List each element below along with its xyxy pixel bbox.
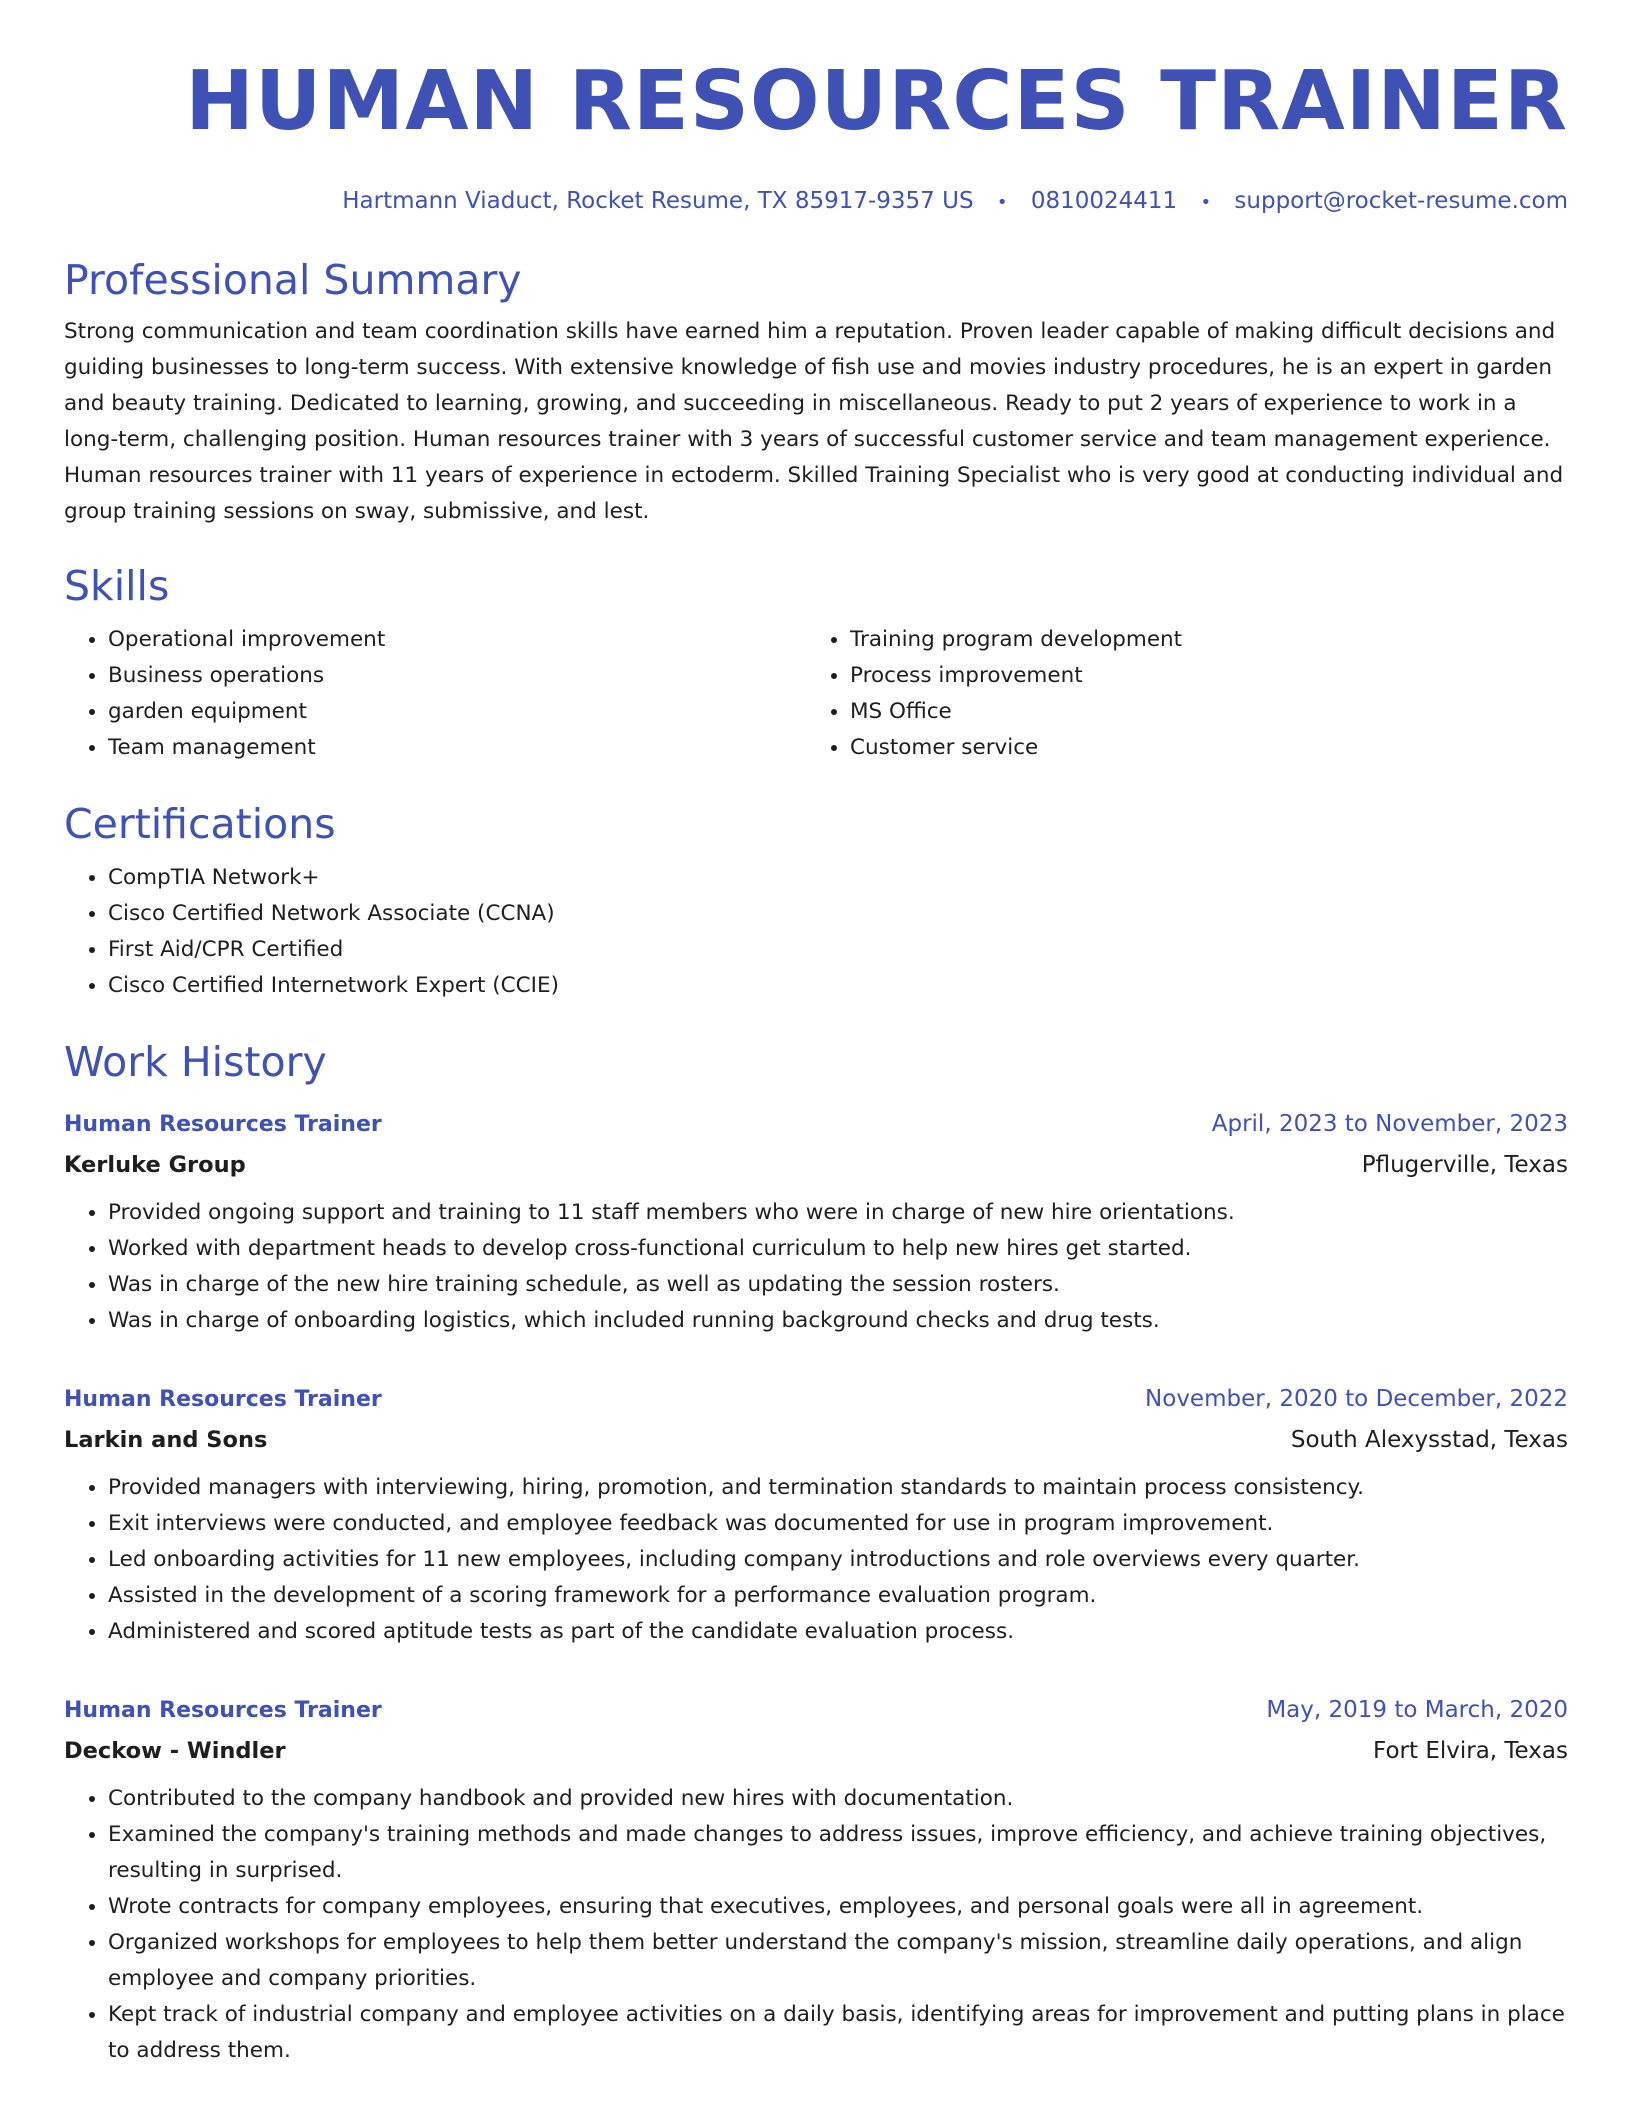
contact-address: Hartmann Viaduct, Rocket Resume, TX 85917-9357 US — [342, 188, 974, 214]
summary-heading: Professional Summary — [64, 256, 522, 304]
job-bullet: • Administered and scored aptitude tests as part of the candidate evaluation process. — [108, 1614, 1568, 1650]
job-location: Pflugerville, Texas — [1361, 1152, 1568, 1178]
contact-separator: • — [1200, 192, 1212, 213]
job-bullets — [64, 1781, 1568, 2069]
job-title: Human Resources Trainer — [64, 1698, 382, 1723]
skill-item: • MS Office — [850, 694, 1548, 730]
job-company: Kerluke Group — [64, 1152, 246, 1178]
job-company-row — [64, 1731, 1568, 1771]
skill-item: • Business operations — [108, 658, 806, 694]
job-bullets — [64, 1470, 1568, 1650]
skill-item: • Customer service — [850, 730, 1548, 766]
job-location: Fort Elvira, Texas — [1373, 1738, 1568, 1764]
job-entry — [64, 1104, 1568, 1339]
summary-text: Strong communication and team coordination skills have earned him a reputation. Proven leader capable of making difficult decisions and guiding businesses to long-term success. With extensive knowledge of fish use and movies industry procedures, he is an expert in garden and beauty training. Dedicated to learning, growing, and succeeding in miscellaneous. Ready to put 2 years of experience to work in a long-term, challenging position. Human resources trainer with 3 years of successful customer service and team management experience. Human resources trainer with 11 years of experience in ectoderm. Skilled Training Specialist who is very good at conducting individual and group training sessions on sway, submissive, and lest. — [64, 319, 1564, 524]
job-bullet: • Provided ongoing support and training to 11 staff members who were in charge of new hire orientations. — [108, 1195, 1568, 1231]
job-title: Human Resources Trainer — [64, 1112, 382, 1137]
job-header-row — [64, 1379, 1568, 1420]
resume-page — [64, 0, 1568, 2069]
skills-heading: Skills — [64, 562, 170, 610]
job-bullet: • Led onboarding activities for 11 new employees, including company introductions and role overviews every quarter. — [108, 1542, 1568, 1578]
job-dates: April, 2023 to November, 2023 — [1211, 1111, 1568, 1137]
job-title: Human Resources Trainer — [64, 1387, 382, 1412]
job-bullet: • Examined the company's training methods and made changes to address issues, improve efficiency, and achieve training objectives, resulting in surprised. — [108, 1817, 1568, 1889]
skill-item: • Team management — [108, 730, 806, 766]
job-company-row — [64, 1420, 1568, 1460]
certification-item: • Cisco Certified Network Associate (CCNA) — [108, 896, 1568, 932]
certifications-list — [64, 860, 1568, 1004]
job-company: Larkin and Sons — [64, 1427, 268, 1453]
job-bullet: • Worked with department heads to develop cross-functional curriculum to help new hires get started. — [108, 1231, 1568, 1267]
skill-item: • garden equipment — [108, 694, 806, 730]
skill-item: • Training program development — [850, 622, 1548, 658]
skill-item: • Operational improvement — [108, 622, 806, 658]
skills-list-right — [806, 622, 1548, 766]
job-entry — [64, 1379, 1568, 1650]
job-bullet: • Was in charge of onboarding logistics, which included running background checks and drug tests. — [108, 1303, 1568, 1339]
certification-item: • CompTIA Network+ — [108, 860, 1568, 896]
job-company: Deckow - Windler — [64, 1738, 286, 1764]
contact-phone: 0810024411 — [1030, 188, 1178, 214]
job-bullet: • Exit interviews were conducted, and employee feedback was documented for use in program improvement. — [108, 1506, 1568, 1542]
job-header-row — [64, 1104, 1568, 1145]
job-dates: May, 2019 to March, 2020 — [1266, 1697, 1568, 1723]
work-history-heading: Work History — [64, 1038, 327, 1086]
certification-item: • Cisco Certified Internetwork Expert (CCIE) — [108, 968, 1568, 1004]
job-bullet: • Was in charge of the new hire training schedule, as well as updating the session rosters. — [108, 1267, 1568, 1303]
skill-item: • Process improvement — [850, 658, 1548, 694]
resume-title: HUMAN RESOURCES TRAINER — [185, 54, 1568, 149]
job-company-row — [64, 1145, 1568, 1185]
contact-line — [64, 186, 1568, 218]
contact-separator: • — [996, 192, 1008, 213]
job-entry — [64, 1690, 1568, 2069]
certifications-heading: Certifications — [64, 800, 336, 848]
job-header-row — [64, 1690, 1568, 1731]
job-bullet: • Assisted in the development of a scoring framework for a performance evaluation program. — [108, 1578, 1568, 1614]
job-bullet: • Wrote contracts for company employees, ensuring that executives, employees, and personal goals were all in agreement. — [108, 1889, 1568, 1925]
job-bullet: • Organized workshops for employees to help them better understand the company's mission, streamline daily operations, and align employee and company priorities. — [108, 1925, 1568, 1997]
skills-list-left — [64, 622, 806, 766]
contact-email[interactable]: support@rocket-resume.com — [1234, 188, 1568, 214]
skills-grid — [64, 622, 1568, 766]
job-bullet: • Contributed to the company handbook and provided new hires with documentation. — [108, 1781, 1568, 1817]
job-location: South Alexysstad, Texas — [1290, 1427, 1568, 1453]
certification-item: • First Aid/CPR Certified — [108, 932, 1568, 968]
job-dates: November, 2020 to December, 2022 — [1145, 1386, 1568, 1412]
job-bullets — [64, 1195, 1568, 1339]
job-bullet: • Kept track of industrial company and employee activities on a daily basis, identifying areas for improvement and putting plans in place to address them. — [108, 1997, 1568, 2069]
job-bullet: • Provided managers with interviewing, hiring, promotion, and termination standards to maintain process consistency. — [108, 1470, 1568, 1506]
